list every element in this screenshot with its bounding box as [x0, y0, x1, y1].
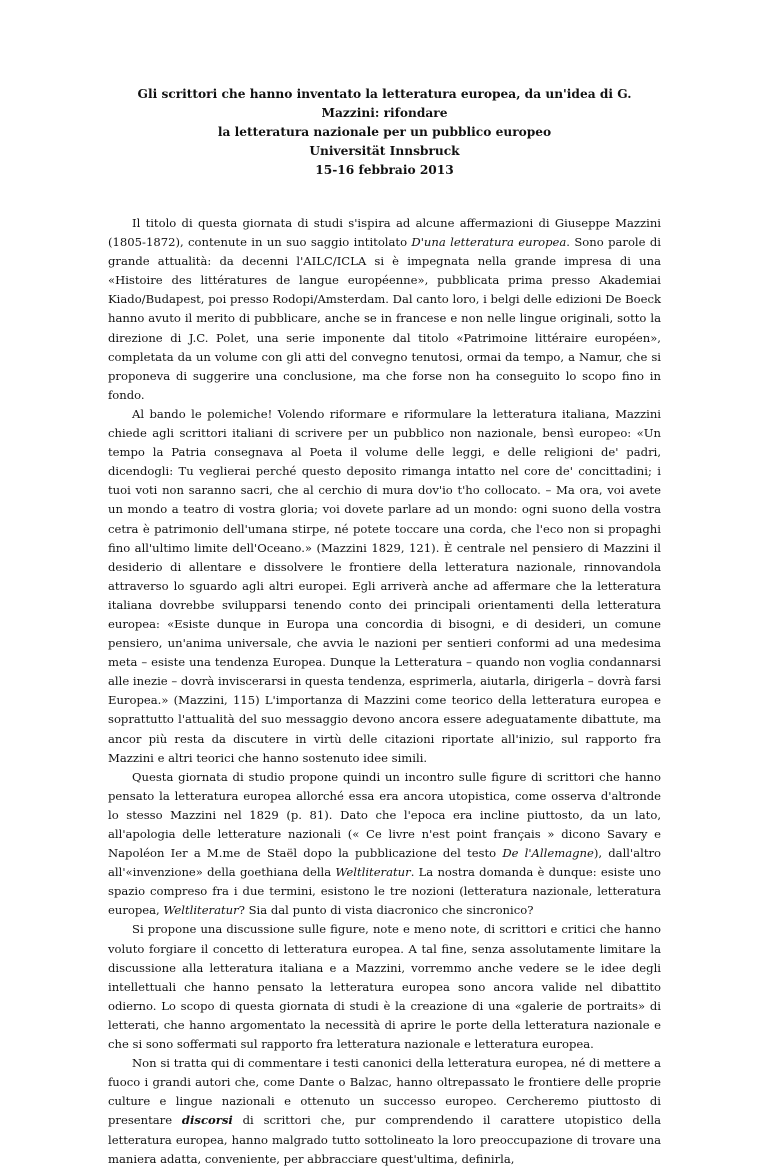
text-run-italic: De l'Allemagne: [502, 846, 594, 861]
text-run: Al bando le polemiche! Volendo riformare e riformulare la letteratura italiana, Mazzini chiede agli scrittori italiani di scrivere per un pubblico non nazionale, bensì europeo: «Un tempo la Patria consegnava al Poeta il volume delle leggi, e delle religioni de' padri, dicendogli: Tu veglierai perché questo deposito rimanga intatto nel core de' concittadini; i tuoi voti non saranno sacri, che al cerchio di mura dov'io t'ho collocato. – Ma ora, voi avete un mondo a teatro di vostra gloria; voi dovete parlare ad un mondo: ogni suono della vostra cetra è patrimonio dell'umana stirpe, né potete toccare una corda, che l'eco non si propaghi fino all'ultimo limite dell'Oceano.» (Mazzini 1829, 121). È centrale nel pensiero di Mazzini il desiderio di allentare e dissolvere le frontiere della letteratura nazionale, rinnovandola attraverso lo sguardo agli altri europei. Egli arriverà anche ad affermare che la letteratura italiana dovrebbe svilupparsi tenendo conto dei principali orientamenti della letteratura europea: «Esiste dunque in Europa una concordia di bisogni, e di desideri, un comune pensiero, un'anima universale, che avvia le nazioni per sentieri conformi ad una medesima meta – esiste una tendenza Europea. Dunque la Letteratura – quando non voglia condannarsi alle inezie – dovrà inviscerarsi in questa tendenza, esprimerla, aiutarla, dirigerla – dovrà farsi Europea.» (Mazzini, 115) L'importanza di Mazzini come teorico della letteratura europea e soprattutto l'attualità del suo messaggio devono ancora essere adeguatamente dibattute, ma ancor più resta da discutere in virtù delle citazioni riportate all'inizio, sul rapporto fra Mazzini e altri teorici che hanno sostenuto idee simili.: [108, 406, 661, 765]
text-run-emphasis: discorsi: [181, 1113, 233, 1128]
paragraph: [108, 1054, 661, 1169]
text-run: . Sono parole di grande attualità: da decenni l'AILC/ICLA si è impegnata nella grande impresa di una «Histoire des littératures de langue européenne», pubblicata prima presso Akademiai Kiado/Budapest, poi presso Rodopi/Amsterdam. Dal canto loro, i belgi delle edizioni De Boeck hanno avuto il merito di pubblicare, anche se in francese e non nelle lingue originali, sotto la direzione di J.C. Polet, una serie imponente dal titolo «Patrimoine littéraire européen», completata da un volume con gli atti del convegno tenutosi, ormai da tempo, a Namur, che si proponeva di suggerire una conclusione, ma che forse non ha conseguito lo scopo fino in fondo.: [108, 235, 661, 402]
text-run: Non si tratta qui di commentare i testi canonici della letteratura europea, né di mettere a fuoco i grandi autori che, come Dante o Balzac, hanno oltrepassato le frontiere delle proprie culture e lingue nazionali e ottenuto un successo europeo. Cercheremo piuttosto di presentare: [108, 1056, 661, 1128]
document-page: [108, 85, 661, 1169]
document-body: [108, 214, 661, 1169]
paragraph: [108, 405, 661, 768]
title-line-3: Universität Innsbruck: [309, 144, 460, 158]
text-run-bold-italic: [182, 1113, 233, 1127]
text-run: . La nostra domanda è dunque: esiste uno spazio compreso fra i due termini, esistono le tre nozioni (letteratura nazionale, letteratura europea,: [108, 865, 661, 918]
paragraph: [108, 920, 661, 1054]
title-line-2: la letteratura nazionale per un pubblico europeo: [217, 125, 552, 139]
text-run: ), dall'altro all'«invenzione» della goethiana della: [108, 846, 662, 880]
paragraph: [108, 768, 661, 921]
text-run-italic: Weltliteratur: [163, 903, 239, 918]
paragraph: [108, 214, 661, 405]
text-run: Questa giornata di studio propone quindi un incontro sulle figure di scrittori che hanno pensato la letteratura europea allorché essa era ancora utopistica, come osserva d'altronde lo stesso Mazzini nel 1829 (p. 81). Dato che l'epoca era incline piuttosto, da un lato, all'apologia delle letterature nazionali (« Ce livre n'est point français » dicono Savary e Napoléon Ier a M.me de Staël dopo la pubblicazione del testo: [108, 769, 661, 861]
text-run-italic: Weltliteratur: [335, 865, 411, 880]
text-run: di scrittori che, pur comprendendo il carattere utopistico della letteratura europea, hanno malgrado tutto sottolineato la loro preoccupazione di trovare una maniera adatta, conveniente, per abbracciare quest'ultima, definirla,: [108, 1113, 661, 1166]
title-line-4: 15-16 febbraio 2013: [315, 163, 454, 177]
text-run-italic: D'una letteratura europea: [411, 235, 567, 250]
text-run: ? Sia dal punto di vista diacronico che sincronico?: [238, 903, 534, 918]
text-run: Il titolo di questa giornata di studi s'ispira ad alcune affermazioni di Giuseppe Mazzini (1805-1872), contenute in un suo saggio intitolato: [108, 216, 661, 250]
document-title: [108, 85, 661, 180]
text-run: Si propone una discussione sulle figure, note e meno note, di scrittori e critici che hanno voluto forgiare il concetto di letteratura europea. A tal fine, senza assolutamente limitare la discussione alla letteratura italiana e a Mazzini, vorremmo anche vedere se le idee degli intellettuali che hanno pensato la letteratura europea sono ancora valide nel dibattito odierno. Lo scopo di questa giornata di studi è la creazione di una «galerie de portraits» di letterati, che hanno argomentato la necessità di aprire le porte della letteratura nazionale e che si sono soffermati sul rapporto fra letteratura nazionale e letteratura europea.: [108, 922, 661, 1052]
title-line-1: Gli scrittori che hanno inventato la letteratura europea, da un'idea di G. Mazzini: rifondare: [137, 87, 632, 120]
